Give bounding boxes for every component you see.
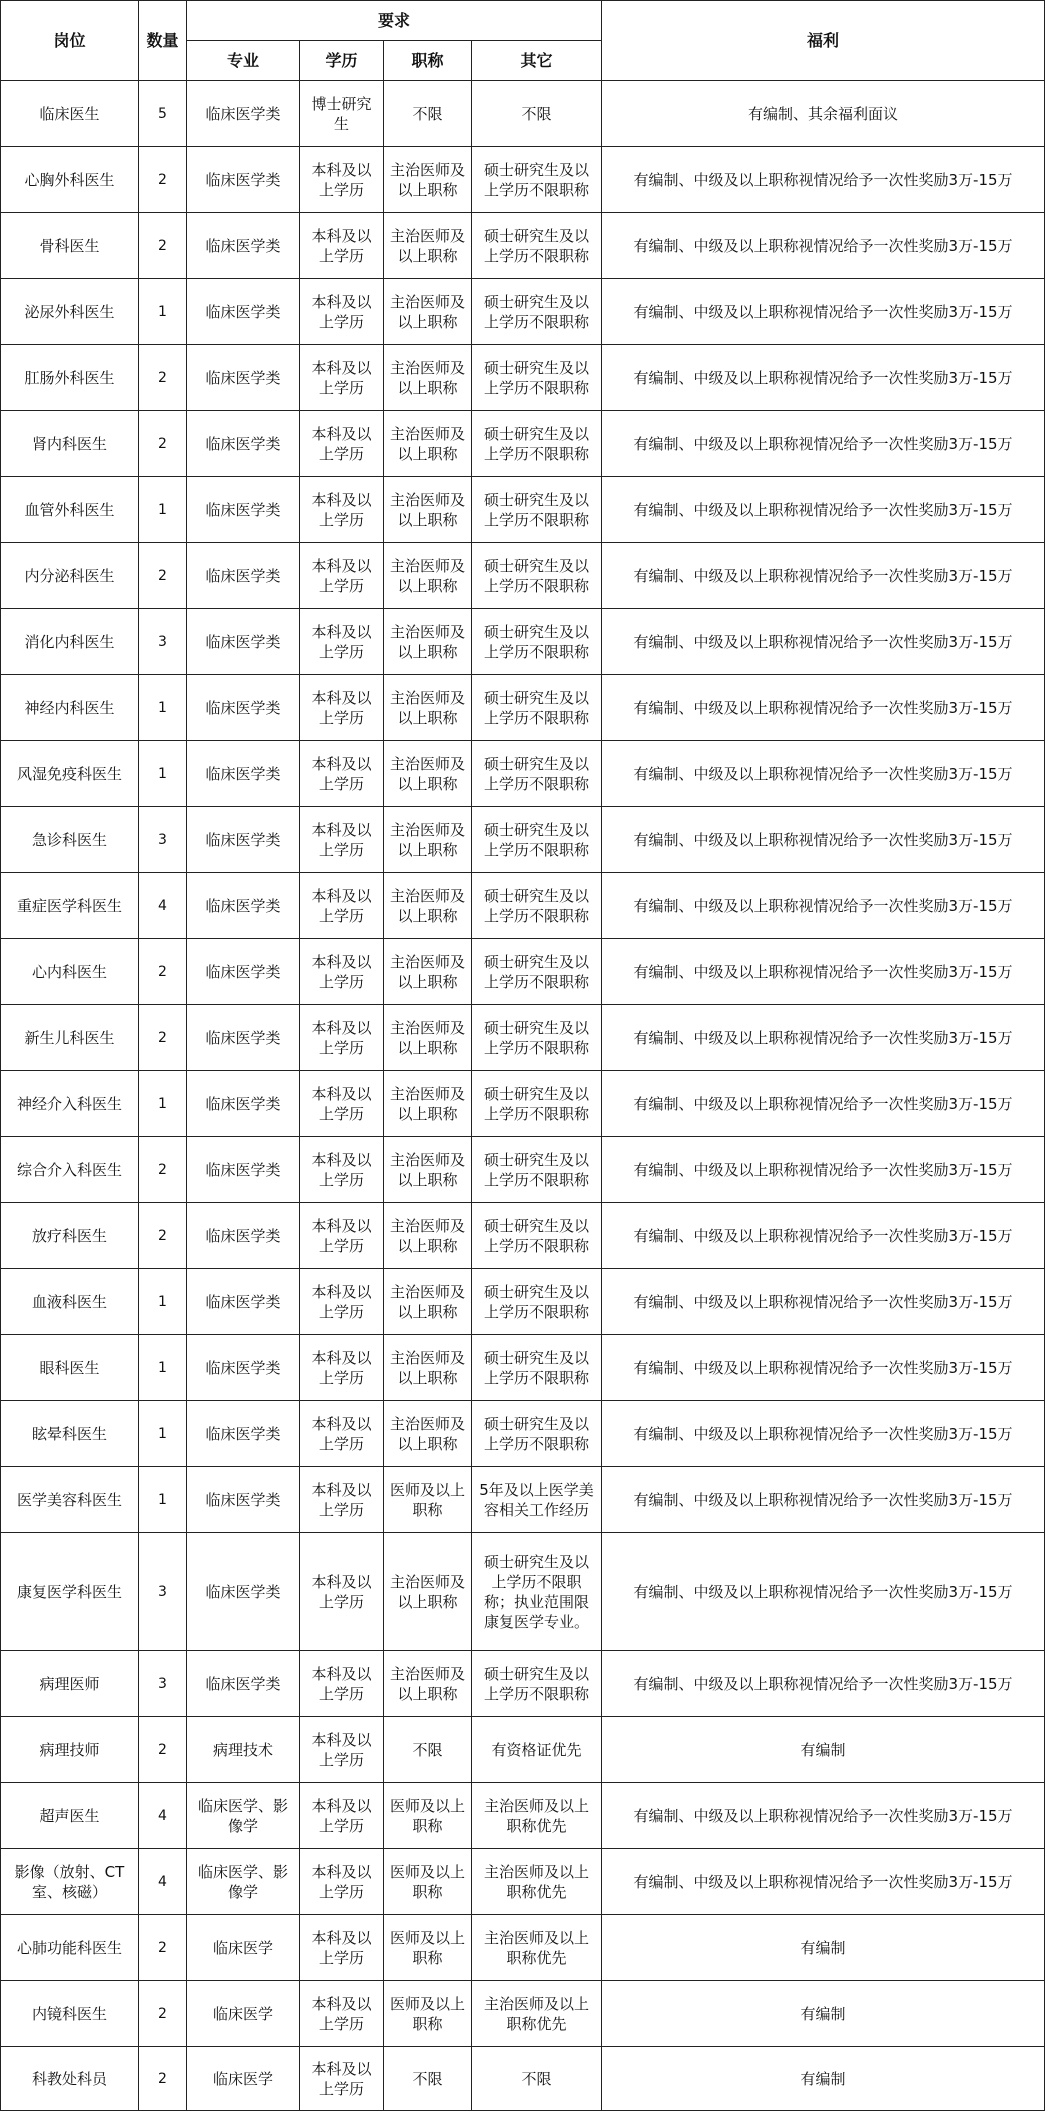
table-row [1, 1717, 1045, 1783]
table-row [1, 1005, 1045, 1071]
major-cell: 临床医学类 [187, 411, 300, 477]
major-cell: 临床医学类 [187, 1071, 300, 1137]
count-cell: 3 [139, 1651, 187, 1717]
education-cell: 本科及以上学历 [300, 1915, 384, 1981]
title-cell: 主治医师及以上职称 [384, 807, 472, 873]
major-cell: 临床医学类 [187, 147, 300, 213]
count-cell: 1 [139, 675, 187, 741]
other-cell: 硕士研究生及以上学历不限职称 [472, 1005, 602, 1071]
position-cell: 放疗科医生 [1, 1203, 139, 1269]
other-cell: 硕士研究生及以上学历不限职称 [472, 1335, 602, 1401]
benefits-cell: 有编制、中级及以上职称视情况给予一次性奖励3万-15万 [602, 807, 1045, 873]
position-cell: 肾内科医生 [1, 411, 139, 477]
position-cell: 心胸外科医生 [1, 147, 139, 213]
title-cell: 主治医师及以上职称 [384, 213, 472, 279]
benefits-cell: 有编制、中级及以上职称视情况给予一次性奖励3万-15万 [602, 147, 1045, 213]
position-cell: 病理医师 [1, 1651, 139, 1717]
count-cell: 1 [139, 1269, 187, 1335]
position-cell: 病理技师 [1, 1717, 139, 1783]
position-cell: 综合介入科医生 [1, 1137, 139, 1203]
other-cell: 5年及以上医学美容相关工作经历 [472, 1467, 602, 1533]
title-cell: 主治医师及以上职称 [384, 411, 472, 477]
table-row [1, 477, 1045, 543]
education-cell: 本科及以上学历 [300, 2047, 384, 2111]
count-cell: 2 [139, 2047, 187, 2111]
table-row [1, 411, 1045, 477]
major-cell: 临床医学类 [187, 1533, 300, 1651]
title-cell: 主治医师及以上职称 [384, 1651, 472, 1717]
other-cell: 硕士研究生及以上学历不限职称 [472, 675, 602, 741]
other-cell: 硕士研究生及以上学历不限职称 [472, 939, 602, 1005]
count-cell: 2 [139, 1915, 187, 1981]
title-cell: 主治医师及以上职称 [384, 1203, 472, 1269]
position-cell: 血液科医生 [1, 1269, 139, 1335]
major-cell: 临床医学类 [187, 1005, 300, 1071]
major-cell: 临床医学类 [187, 1651, 300, 1717]
table-row [1, 1401, 1045, 1467]
benefits-cell: 有编制 [602, 1915, 1045, 1981]
benefits-cell: 有编制、中级及以上职称视情况给予一次性奖励3万-15万 [602, 543, 1045, 609]
major-cell: 临床医学、影像学 [187, 1783, 300, 1849]
table-row [1, 807, 1045, 873]
title-cell: 主治医师及以上职称 [384, 1071, 472, 1137]
count-cell: 3 [139, 609, 187, 675]
benefits-cell: 有编制、中级及以上职称视情况给予一次性奖励3万-15万 [602, 477, 1045, 543]
title-cell: 医师及以上职称 [384, 1849, 472, 1915]
other-cell: 硕士研究生及以上学历不限职称 [472, 1203, 602, 1269]
count-cell: 2 [139, 543, 187, 609]
table-row [1, 1071, 1045, 1137]
benefits-cell: 有编制、中级及以上职称视情况给予一次性奖励3万-15万 [602, 1401, 1045, 1467]
position-cell: 内分泌科医生 [1, 543, 139, 609]
major-cell: 临床医学类 [187, 477, 300, 543]
education-cell: 本科及以上学历 [300, 1533, 384, 1651]
title-cell: 主治医师及以上职称 [384, 741, 472, 807]
benefits-cell: 有编制、中级及以上职称视情况给予一次性奖励3万-15万 [602, 609, 1045, 675]
education-cell: 本科及以上学历 [300, 807, 384, 873]
benefits-cell: 有编制 [602, 1981, 1045, 2047]
other-cell: 硕士研究生及以上学历不限职称 [472, 345, 602, 411]
other-cell: 硕士研究生及以上学历不限职称 [472, 807, 602, 873]
count-cell: 2 [139, 1137, 187, 1203]
other-cell: 不限 [472, 2047, 602, 2111]
education-cell: 本科及以上学历 [300, 1401, 384, 1467]
major-cell: 临床医学 [187, 1981, 300, 2047]
table-row [1, 1137, 1045, 1203]
other-cell: 硕士研究生及以上学历不限职称 [472, 213, 602, 279]
position-cell: 消化内科医生 [1, 609, 139, 675]
count-cell: 5 [139, 81, 187, 147]
title-cell: 主治医师及以上职称 [384, 1137, 472, 1203]
benefits-cell: 有编制 [602, 2047, 1045, 2111]
education-cell: 本科及以上学历 [300, 1071, 384, 1137]
table-row [1, 279, 1045, 345]
title-cell: 主治医师及以上职称 [384, 1005, 472, 1071]
other-cell: 主治医师及以上职称优先 [472, 1783, 602, 1849]
title-cell: 医师及以上职称 [384, 1981, 472, 2047]
table-row [1, 939, 1045, 1005]
education-cell: 本科及以上学历 [300, 675, 384, 741]
benefits-cell: 有编制 [602, 1717, 1045, 1783]
benefits-cell: 有编制、中级及以上职称视情况给予一次性奖励3万-15万 [602, 1269, 1045, 1335]
major-cell: 临床医学类 [187, 279, 300, 345]
count-cell: 2 [139, 1981, 187, 2047]
count-cell: 3 [139, 1533, 187, 1651]
education-cell: 本科及以上学历 [300, 1651, 384, 1717]
table-row [1, 675, 1045, 741]
major-cell: 临床医学类 [187, 213, 300, 279]
position-cell: 泌尿外科医生 [1, 279, 139, 345]
table-row [1, 147, 1045, 213]
position-cell: 科教处科员 [1, 2047, 139, 2111]
education-cell: 本科及以上学历 [300, 741, 384, 807]
count-cell: 1 [139, 1071, 187, 1137]
title-cell: 主治医师及以上职称 [384, 609, 472, 675]
benefits-cell: 有编制、中级及以上职称视情况给予一次性奖励3万-15万 [602, 1335, 1045, 1401]
title-cell: 主治医师及以上职称 [384, 873, 472, 939]
other-cell: 硕士研究生及以上学历不限职称 [472, 1651, 602, 1717]
count-cell: 1 [139, 477, 187, 543]
other-cell: 有资格证优先 [472, 1717, 602, 1783]
header-position: 岗位 [1, 1, 139, 81]
other-cell: 不限 [472, 81, 602, 147]
benefits-cell: 有编制、中级及以上职称视情况给予一次性奖励3万-15万 [602, 741, 1045, 807]
table-row [1, 213, 1045, 279]
count-cell: 2 [139, 147, 187, 213]
table-row [1, 345, 1045, 411]
position-cell: 新生儿科医生 [1, 1005, 139, 1071]
table-row [1, 1915, 1045, 1981]
benefits-cell: 有编制、中级及以上职称视情况给予一次性奖励3万-15万 [602, 1005, 1045, 1071]
other-cell: 硕士研究生及以上学历不限职称 [472, 741, 602, 807]
title-cell: 主治医师及以上职称 [384, 939, 472, 1005]
header-row-1 [1, 1, 1045, 41]
header-benefits: 福利 [602, 1, 1045, 81]
table-row [1, 873, 1045, 939]
position-cell: 眼科医生 [1, 1335, 139, 1401]
benefits-cell: 有编制、中级及以上职称视情况给予一次性奖励3万-15万 [602, 1533, 1045, 1651]
table-row [1, 1981, 1045, 2047]
position-cell: 心内科医生 [1, 939, 139, 1005]
education-cell: 本科及以上学历 [300, 1467, 384, 1533]
other-cell: 硕士研究生及以上学历不限职称 [472, 411, 602, 477]
count-cell: 3 [139, 807, 187, 873]
title-cell: 医师及以上职称 [384, 1783, 472, 1849]
benefits-cell: 有编制、中级及以上职称视情况给予一次性奖励3万-15万 [602, 939, 1045, 1005]
header-education: 学历 [300, 41, 384, 81]
major-cell: 临床医学类 [187, 81, 300, 147]
benefits-cell: 有编制、中级及以上职称视情况给予一次性奖励3万-15万 [602, 1467, 1045, 1533]
table-row [1, 741, 1045, 807]
education-cell: 本科及以上学历 [300, 1849, 384, 1915]
major-cell: 临床医学、影像学 [187, 1849, 300, 1915]
education-cell: 本科及以上学历 [300, 213, 384, 279]
major-cell: 临床医学 [187, 1915, 300, 1981]
benefits-cell: 有编制、中级及以上职称视情况给予一次性奖励3万-15万 [602, 675, 1045, 741]
header-count: 数量 [139, 1, 187, 81]
other-cell: 硕士研究生及以上学历不限职称 [472, 1071, 602, 1137]
other-cell: 硕士研究生及以上学历不限职称 [472, 147, 602, 213]
title-cell: 主治医师及以上职称 [384, 477, 472, 543]
other-cell: 硕士研究生及以上学历不限职称 [472, 1137, 602, 1203]
position-cell: 影像（放射、CT室、核磁） [1, 1849, 139, 1915]
other-cell: 硕士研究生及以上学历不限职称 [472, 279, 602, 345]
education-cell: 博士研究生 [300, 81, 384, 147]
count-cell: 2 [139, 1717, 187, 1783]
position-cell: 神经介入科医生 [1, 1071, 139, 1137]
education-cell: 本科及以上学历 [300, 1717, 384, 1783]
header-other: 其它 [472, 41, 602, 81]
table-row [1, 1335, 1045, 1401]
benefits-cell: 有编制、中级及以上职称视情况给予一次性奖励3万-15万 [602, 873, 1045, 939]
position-cell: 超声医生 [1, 1783, 139, 1849]
education-cell: 本科及以上学历 [300, 1203, 384, 1269]
education-cell: 本科及以上学历 [300, 477, 384, 543]
major-cell: 临床医学类 [187, 345, 300, 411]
title-cell: 医师及以上职称 [384, 1467, 472, 1533]
table-row [1, 2047, 1045, 2111]
title-cell: 主治医师及以上职称 [384, 147, 472, 213]
table-row [1, 1849, 1045, 1915]
title-cell: 主治医师及以上职称 [384, 543, 472, 609]
education-cell: 本科及以上学历 [300, 411, 384, 477]
table-body [1, 81, 1045, 2111]
position-cell: 医学美容科医生 [1, 1467, 139, 1533]
major-cell: 临床医学类 [187, 807, 300, 873]
count-cell: 1 [139, 1467, 187, 1533]
position-cell: 骨科医生 [1, 213, 139, 279]
count-cell: 2 [139, 345, 187, 411]
other-cell: 主治医师及以上职称优先 [472, 1981, 602, 2047]
count-cell: 2 [139, 1203, 187, 1269]
header-requirements: 要求 [187, 1, 602, 41]
position-cell: 神经内科医生 [1, 675, 139, 741]
title-cell: 不限 [384, 2047, 472, 2111]
position-cell: 心肺功能科医生 [1, 1915, 139, 1981]
count-cell: 2 [139, 1005, 187, 1071]
header-title: 职称 [384, 41, 472, 81]
education-cell: 本科及以上学历 [300, 345, 384, 411]
count-cell: 2 [139, 939, 187, 1005]
table-row [1, 81, 1045, 147]
education-cell: 本科及以上学历 [300, 1783, 384, 1849]
other-cell: 主治医师及以上职称优先 [472, 1915, 602, 1981]
education-cell: 本科及以上学历 [300, 147, 384, 213]
count-cell: 4 [139, 1783, 187, 1849]
major-cell: 病理技术 [187, 1717, 300, 1783]
other-cell: 硕士研究生及以上学历不限职称 [472, 609, 602, 675]
benefits-cell: 有编制、中级及以上职称视情况给予一次性奖励3万-15万 [602, 1849, 1045, 1915]
other-cell: 硕士研究生及以上学历不限职称 [472, 543, 602, 609]
education-cell: 本科及以上学历 [300, 279, 384, 345]
major-cell: 临床医学类 [187, 939, 300, 1005]
count-cell: 2 [139, 411, 187, 477]
benefits-cell: 有编制、中级及以上职称视情况给予一次性奖励3万-15万 [602, 411, 1045, 477]
education-cell: 本科及以上学历 [300, 1981, 384, 2047]
benefits-cell: 有编制、中级及以上职称视情况给予一次性奖励3万-15万 [602, 1203, 1045, 1269]
title-cell: 主治医师及以上职称 [384, 1533, 472, 1651]
title-cell: 主治医师及以上职称 [384, 345, 472, 411]
title-cell: 主治医师及以上职称 [384, 279, 472, 345]
header-major: 专业 [187, 41, 300, 81]
benefits-cell: 有编制、其余福利面议 [602, 81, 1045, 147]
position-cell: 内镜科医生 [1, 1981, 139, 2047]
other-cell: 硕士研究生及以上学历不限职称；执业范围限康复医学专业。 [472, 1533, 602, 1651]
position-cell: 风湿免疫科医生 [1, 741, 139, 807]
education-cell: 本科及以上学历 [300, 939, 384, 1005]
table-row [1, 1467, 1045, 1533]
table-row [1, 1533, 1045, 1651]
table-row [1, 1651, 1045, 1717]
position-cell: 临床医生 [1, 81, 139, 147]
title-cell: 医师及以上职称 [384, 1915, 472, 1981]
position-cell: 重症医学科医生 [1, 873, 139, 939]
position-cell: 康复医学科医生 [1, 1533, 139, 1651]
other-cell: 硕士研究生及以上学历不限职称 [472, 477, 602, 543]
position-cell: 急诊科医生 [1, 807, 139, 873]
count-cell: 1 [139, 741, 187, 807]
table-row [1, 609, 1045, 675]
table-row [1, 543, 1045, 609]
other-cell: 硕士研究生及以上学历不限职称 [472, 1269, 602, 1335]
major-cell: 临床医学类 [187, 675, 300, 741]
benefits-cell: 有编制、中级及以上职称视情况给予一次性奖励3万-15万 [602, 1137, 1045, 1203]
title-cell: 不限 [384, 81, 472, 147]
benefits-cell: 有编制、中级及以上职称视情况给予一次性奖励3万-15万 [602, 1783, 1045, 1849]
count-cell: 4 [139, 1849, 187, 1915]
other-cell: 主治医师及以上职称优先 [472, 1849, 602, 1915]
count-cell: 1 [139, 1335, 187, 1401]
benefits-cell: 有编制、中级及以上职称视情况给予一次性奖励3万-15万 [602, 213, 1045, 279]
count-cell: 4 [139, 873, 187, 939]
major-cell: 临床医学类 [187, 741, 300, 807]
major-cell: 临床医学类 [187, 1335, 300, 1401]
major-cell: 临床医学类 [187, 1401, 300, 1467]
benefits-cell: 有编制、中级及以上职称视情况给予一次性奖励3万-15万 [602, 1071, 1045, 1137]
count-cell: 1 [139, 1401, 187, 1467]
education-cell: 本科及以上学历 [300, 609, 384, 675]
title-cell: 不限 [384, 1717, 472, 1783]
education-cell: 本科及以上学历 [300, 873, 384, 939]
title-cell: 主治医师及以上职称 [384, 675, 472, 741]
major-cell: 临床医学类 [187, 873, 300, 939]
position-cell: 肛肠外科医生 [1, 345, 139, 411]
position-cell: 血管外科医生 [1, 477, 139, 543]
major-cell: 临床医学类 [187, 1203, 300, 1269]
major-cell: 临床医学类 [187, 1269, 300, 1335]
benefits-cell: 有编制、中级及以上职称视情况给予一次性奖励3万-15万 [602, 345, 1045, 411]
table-row [1, 1203, 1045, 1269]
count-cell: 2 [139, 213, 187, 279]
count-cell: 1 [139, 279, 187, 345]
education-cell: 本科及以上学历 [300, 1269, 384, 1335]
position-cell: 眩晕科医生 [1, 1401, 139, 1467]
title-cell: 主治医师及以上职称 [384, 1335, 472, 1401]
education-cell: 本科及以上学历 [300, 1005, 384, 1071]
education-cell: 本科及以上学历 [300, 543, 384, 609]
benefits-cell: 有编制、中级及以上职称视情况给予一次性奖励3万-15万 [602, 279, 1045, 345]
table-row [1, 1269, 1045, 1335]
major-cell: 临床医学类 [187, 1467, 300, 1533]
major-cell: 临床医学 [187, 2047, 300, 2111]
major-cell: 临床医学类 [187, 609, 300, 675]
education-cell: 本科及以上学历 [300, 1335, 384, 1401]
title-cell: 主治医师及以上职称 [384, 1269, 472, 1335]
other-cell: 硕士研究生及以上学历不限职称 [472, 873, 602, 939]
benefits-cell: 有编制、中级及以上职称视情况给予一次性奖励3万-15万 [602, 1651, 1045, 1717]
title-cell: 主治医师及以上职称 [384, 1401, 472, 1467]
table-row [1, 1783, 1045, 1849]
major-cell: 临床医学类 [187, 1137, 300, 1203]
major-cell: 临床医学类 [187, 543, 300, 609]
education-cell: 本科及以上学历 [300, 1137, 384, 1203]
other-cell: 硕士研究生及以上学历不限职称 [472, 1401, 602, 1467]
